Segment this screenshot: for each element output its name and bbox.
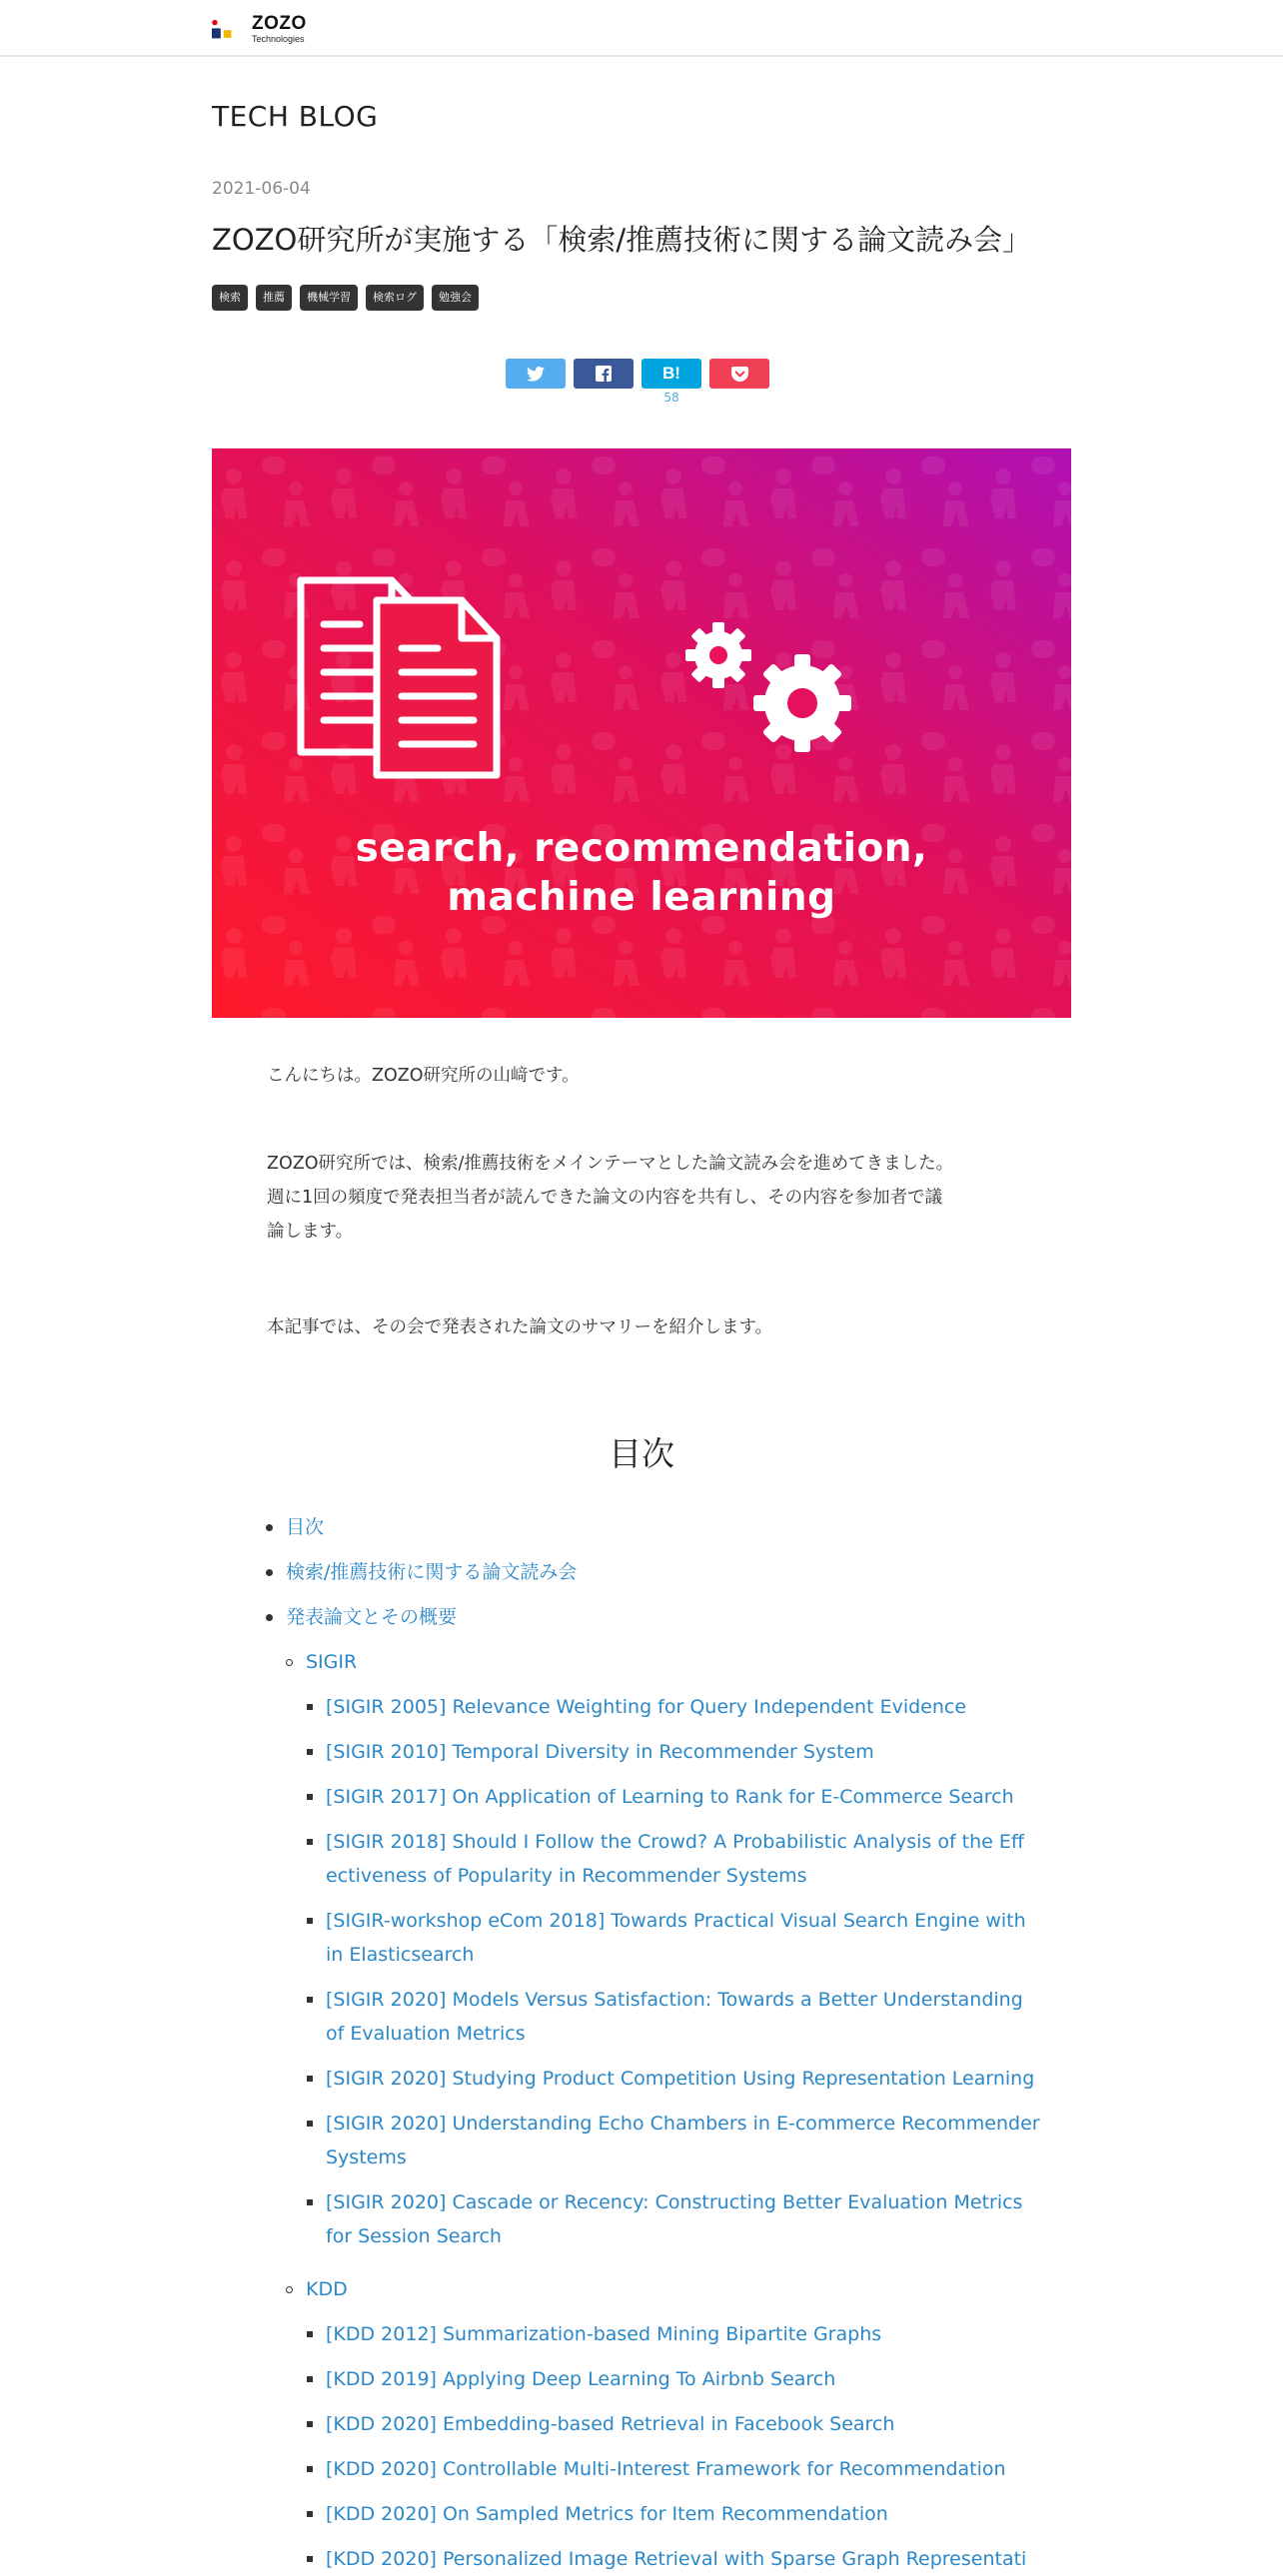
toc-bullet [307,2199,313,2205]
description-line-2: 週に1回の頻度で発表担当者が読んできた論文の内容を共有し、その内容を参加者で議 [267,1188,943,1208]
toc-link[interactable]: [SIGIR 2018] Should I Follow the Crowd? A Probabilistic Analysis of the Eff [326,1831,1024,1853]
toc-link[interactable]: 目次 [286,1516,325,1538]
toc-link[interactable]: [SIGIR-workshop eCom 2018] Towards Practical Visual Search Engine with [326,1910,1026,1932]
toc-link[interactable]: [SIGIR 2020] Understanding Echo Chambers in E-commerce Recommender [326,2113,1040,2135]
toc-link[interactable]: [KDD 2019] Applying Deep Learning To Airbnb Search [326,2368,836,2390]
toc-link[interactable]: 検索/推薦技術に関する論文読み会 [286,1561,578,1583]
gear-icon [685,622,751,688]
toc-link[interactable]: [KDD 2020] Embedding-based Retrieval in Facebook Search [326,2413,895,2435]
toc-link[interactable]: [KDD 2012] Summarization-based Mining Bipartite Graphs [326,2323,882,2345]
toc-bullet [307,2376,313,2382]
toc-title: 目次 [609,1434,674,1473]
toc-link[interactable]: [SIGIR 2010] Temporal Diversity in Recommender System [326,1741,874,1763]
toc-bullet [266,1524,273,1531]
tag-recommendation[interactable]: 推薦 [256,285,292,311]
intro-paragraph: こんにちは。ZOZO研究所の山﨑です。 [267,1066,580,1086]
logo-marks-icon [212,14,232,44]
toc-bullet [307,2511,313,2517]
twitter-share-button[interactable] [506,359,566,389]
toc-link-continuation[interactable]: Systems [326,2147,407,2168]
toc-link-continuation[interactable]: in Elasticsearch [326,1944,475,1966]
toc-link[interactable]: [SIGIR 2017] On Application of Learning to Rank for E-Commerce Search [326,1786,1014,1808]
logo-subtitle: Technologies [252,34,305,44]
post-title: ZOZO研究所が実施する「検索/推薦技術に関する論文読み会」 [212,223,1032,257]
toc-link[interactable]: KDD [306,2278,348,2300]
toc-link[interactable]: [KDD 2020] Personalized Image Retrieval with Sparse Graph Representati [326,2548,1027,2570]
toc-link[interactable]: SIGIR [306,1651,358,1673]
toc-bullet [307,2421,313,2427]
tag-list [212,285,479,311]
top-navigation-bar [0,0,1283,57]
toc-bullet [307,1794,313,1800]
tag-search[interactable]: 検索 [212,285,248,311]
toc-link[interactable]: [SIGIR 2020] Cascade or Recency: Constructing Better Evaluation Metrics [326,2191,1023,2213]
toc-link[interactable]: 発表論文とその概要 [286,1606,458,1628]
toc-link[interactable]: [KDD 2020] Controllable Multi-Interest Framework for Recommendation [326,2458,1006,2480]
share-buttons [506,359,769,389]
toc-bullet [266,1614,273,1621]
tag-search-log[interactable]: 検索ログ [366,285,424,311]
toc-bullet [307,2466,313,2472]
toc-link[interactable]: [KDD 2020] On Sampled Metrics for Item Recommendation [326,2503,888,2525]
toc-link-continuation[interactable]: ectiveness of Popularity in Recommender Systems [326,1865,807,1887]
document-front-icon [377,600,497,775]
toc-bullet [307,1704,313,1710]
toc-bullet [286,1659,293,1666]
description-line-3: 論します。 [267,1222,354,1242]
toc-link-continuation[interactable]: for Session Search [326,2225,502,2247]
tag-machine-learning[interactable]: 機械学習 [300,285,358,311]
toc-bullet [307,2331,313,2337]
hero-image [212,448,1071,1018]
hatena-bookmark-button[interactable] [642,359,701,389]
twitter-bird-icon [527,367,545,382]
facebook-f-icon [596,366,612,382]
hero-title-line-2: machine learning [447,875,836,920]
description-line-1: ZOZO研究所では、検索/推薦技術をメインテーマとした論文読み会を進めてきました。 [267,1154,954,1174]
toc-bullet [307,1997,313,2003]
post-date: 2021-06-04 [212,179,311,199]
zozo-technologies-logo[interactable] [212,14,322,44]
pocket-save-button[interactable] [709,359,769,389]
tag-study-group[interactable]: 勉強会 [432,285,479,311]
toc-link[interactable]: [SIGIR 2005] Relevance Weighting for Query Independent Evidence [326,1696,967,1718]
blog-title[interactable]: TECH BLOG [212,100,379,133]
toc-bullet [307,1918,313,1924]
toc-bullet [307,1749,313,1755]
toc-bullet [286,2286,293,2293]
gear-large-icon [753,654,851,752]
facebook-share-button[interactable] [574,359,634,389]
summary-paragraph: 本記事では、その会で発表された論文のサマリーを紹介します。 [267,1317,773,1337]
logo-name: ZOZO [252,13,307,34]
toc-link-continuation[interactable]: of Evaluation Metrics [326,2023,526,2045]
toc-bullet [307,2076,313,2082]
toc-bullet [266,1569,273,1576]
pocket-icon [731,367,748,382]
toc-link[interactable]: [SIGIR 2020] Models Versus Satisfaction: Towards a Better Understanding [326,1989,1023,2011]
hatena-label: B! [662,364,680,383]
toc-bullet [307,1839,313,1845]
toc-link[interactable]: [SIGIR 2020] Studying Product Competition Using Representation Learning [326,2068,1035,2090]
hero-title-line-1: search, recommendation, [355,826,928,871]
toc-bullet [307,2121,313,2127]
hatena-bookmark-count[interactable]: 58 [663,391,679,405]
description-paragraph [267,1147,1036,1249]
toc-bullet [307,2556,313,2562]
